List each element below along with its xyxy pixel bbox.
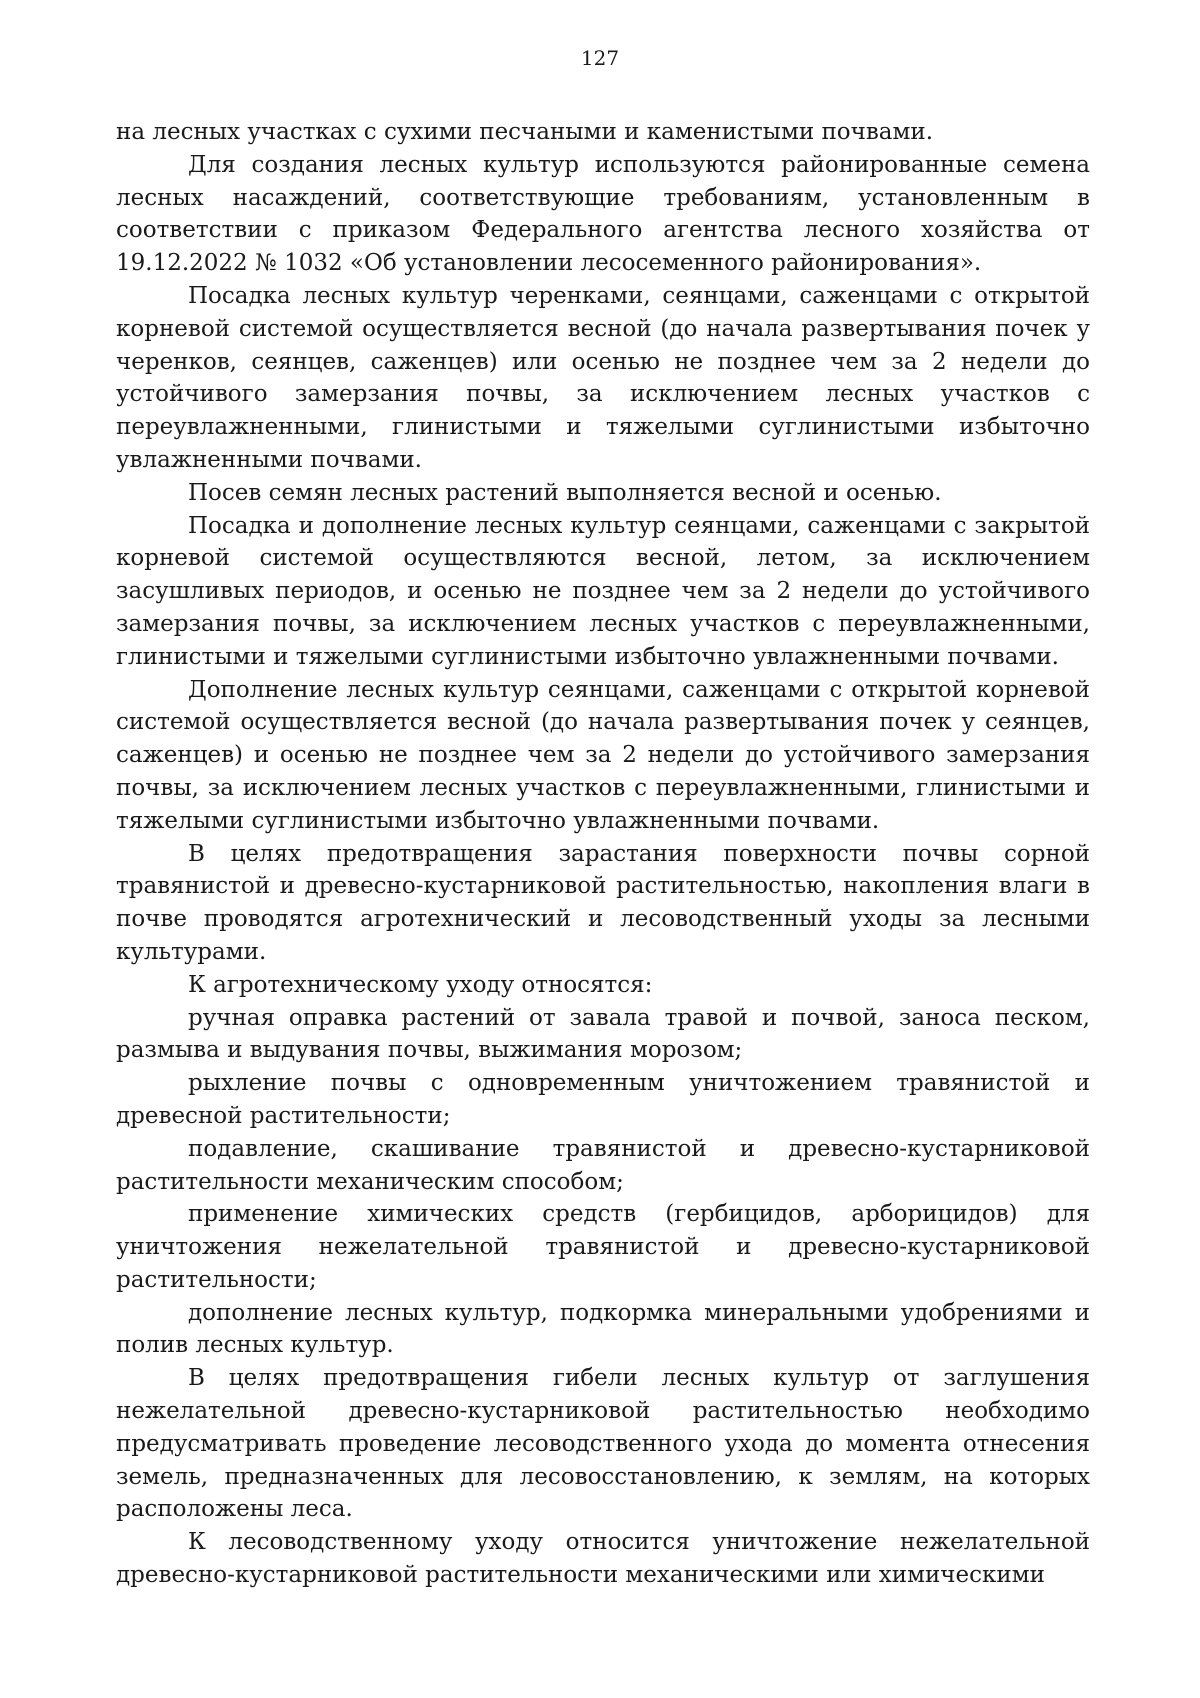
- paragraph-seeds: Для создания лесных культур используются районированные семена лесных насаждений, соответствующие требованиям, установленным в соответствии с приказом Федерального агентства лесного хозяйства от 19.12.2022 № 1032 «Об установлении лесосеменного районирования».: [116, 151, 1090, 277]
- paragraph-planting-closed-roots: Посадка и дополнение лесных культур сеянцами, саженцами с закрытой корневой системой осуществляются весной, летом, за исключением засушливых периодов, и осенью не позднее чем за 2 недели до устойчивого замерзания почвы, за исключением лесных участков с переувлажненными, глинистыми и тяжелыми суглинистыми избыточно увлажненными почвами.: [116, 512, 1090, 670]
- list-item-loosening: рыхление почвы с одновременным уничтожением травянистой и древесной растительности;: [116, 1070, 1090, 1129]
- paragraph-agrotech-heading: К агротехническому уходу относятся:: [188, 971, 653, 998]
- list-item-manual-straightening: ручная оправка растений от завала травой и почвой, заноса песком, размыва и выдувания почвы, выжимания морозом;: [116, 1004, 1090, 1064]
- list-item-mowing: подавление, скашивание травянистой и древесно-кустарниковой растительности механическим способом;: [116, 1135, 1090, 1195]
- paragraph-sowing: Посев семян лесных растений выполняется весной и осенью.: [188, 479, 942, 506]
- list-item-chemicals: применение химических средств (гербицидов, арборицидов) для уничтожения нежелательной травянистой и древесно-кустарниковой растительности;: [116, 1201, 1090, 1293]
- page-number: 127: [580, 46, 620, 70]
- paragraph-planting-open-roots: Посадка лесных культур черенками, сеянцами, саженцами с открытой корневой системой осуществляется весной (до начала развертывания почек у черенков, сеянцев, саженцев) или осенью не позднее чем за 2 недели до устойчивого замерзания почвы, за исключением лесных участков с переувлажненными, глинистыми и тяжелыми суглинистыми избыточно увлажненными почвами.: [116, 282, 1090, 473]
- document-body: [116, 116, 1090, 1592]
- paragraph-silvicultural-purpose: В целях предотвращения гибели лесных культур от заглушения нежелательной древесно-кустарниковой растительностью необходимо предусматривать проведение лесоводственного ухода до момента отнесения земель, предназначенных для лесовосстановлению, к землям, на которых расположены леса.: [116, 1365, 1090, 1523]
- list-item-fertilizing: дополнение лесных культур, подкормка минеральными удобрениями и полив лесных культур.: [116, 1299, 1090, 1359]
- paragraph-continuation: на лесных участках с сухими песчаными и каменистыми почвами.: [116, 119, 934, 145]
- paragraph-care-purpose: В целях предотвращения зарастания поверхности почвы сорной травянистой и древесно-кустарниковой растительностью, накопления влаги в почве проводятся агротехнический и лесоводственный уходы за лесными культурами.: [116, 840, 1090, 965]
- paragraph-supplement-open-roots: Дополнение лесных культур сеянцами, саженцами с открытой корневой системой осуществляется весной (до начала развертывания почек у сеянцев, саженцев) и осенью не позднее чем за 2 недели до устойчивого замерзания почвы, за исключением лесных участков с переувлажненными, глинистыми и тяжелыми суглинистыми избыточно увлажненными почвами.: [116, 676, 1090, 834]
- paragraph-silvicultural-care: К лесоводственному уходу относится уничтожение нежелательной древесно-кустарниковой растительности механическими или химическими: [116, 1529, 1090, 1589]
